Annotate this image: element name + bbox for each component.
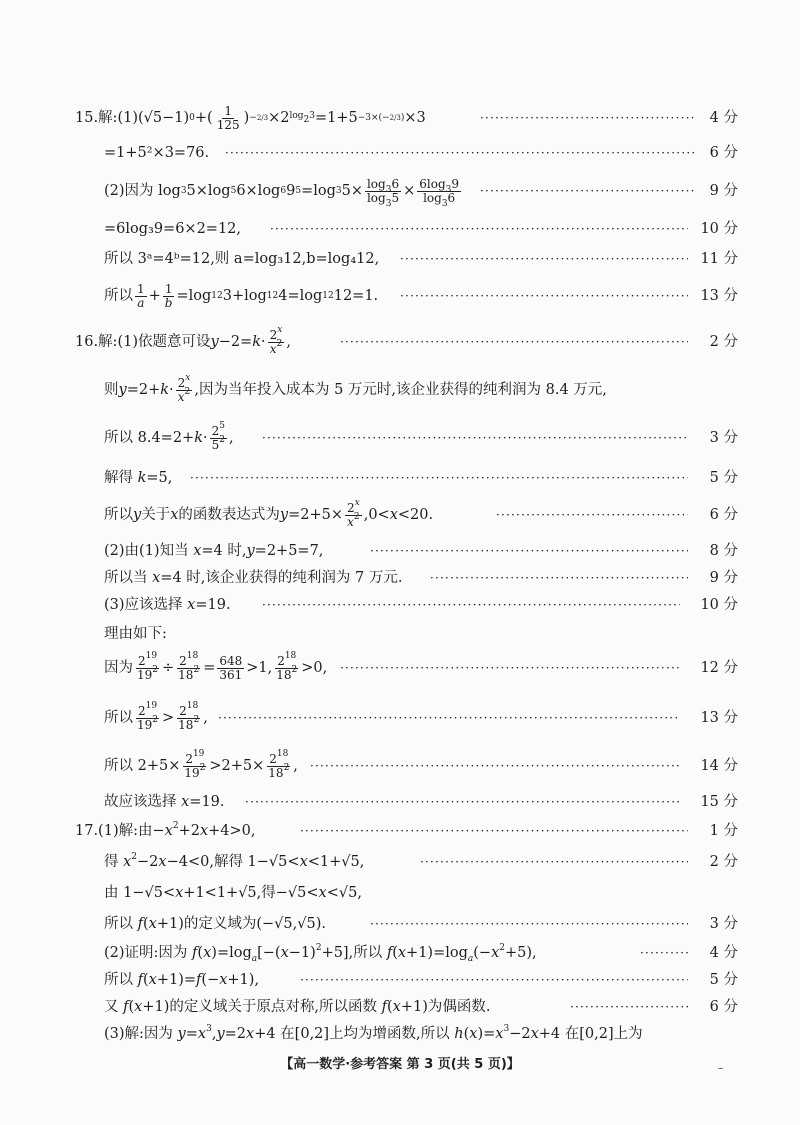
line-15-2d [0,280,800,312]
line-17-1b [0,846,800,878]
score: 2 分 [709,334,738,350]
score: 6 分 [709,999,738,1015]
line-15-2 [0,175,800,207]
line-formula: 所以 $\frac{2^{19}}{19^2}$ > $\frac{2^{18}}{18^2}$ , [104,700,208,732]
line-17-3 [0,1018,800,1050]
line-15-1 [0,102,800,134]
score: 11 分 [700,251,738,267]
line-16-3b [0,618,800,650]
line-text: (3)应该选择 x=19. [104,597,231,613]
line-formula: 则 y =2+ k · $\frac{2^x}{x^2}$ ,因为当年投入成本为 5 万元时,该企业获得的纯利润为 8.4 万元, [104,372,607,404]
leader-dots [225,137,695,169]
score: 9 分 [709,183,738,199]
score: 9 分 [709,570,738,586]
score: 13 分 [700,710,738,726]
line-formula: 所以 y 关于 x 的函数表达式为 y =2+5× $\frac{2^x}{x^2}$ ,0< x <20. [104,497,434,529]
score: 3 分 [709,430,738,446]
line-formula: 15.解:(1)(√5−1) 0 +( $\frac{1}{125}$ ) −2/3 ×2 $\log_23$ =1+5 −3×(−2/3) ×3 [75,103,426,132]
line-16-1d [0,462,800,494]
score: 4 分 [709,110,738,126]
leader-dots [270,213,688,245]
leader-dots [310,750,680,782]
line-text: (2)由(1)知当 x=4 时,y=2+5=7, [104,543,324,559]
line-text: =6log₃9=6×2=12, [104,221,242,237]
page-mark: – [718,1063,723,1074]
line-17-1c [0,877,800,909]
leader-dots [480,175,695,207]
score: 5 分 [709,972,738,988]
score: 4 分 [709,945,738,961]
line-text: 所以 f(x+1)=f(−x+1), [104,972,260,988]
leader-dots [400,243,688,275]
page-footer: 【高一数学·参考答案 第 3 页(共 5 页)】 [280,1057,520,1072]
line-text: 所以当 x=4 时,该企业获得的纯利润为 7 万元. [104,570,403,586]
score: 5 分 [709,470,738,486]
line-formula: 所以 $\frac{1}{a}$ + $\frac{1}{b}$ =log 12 3+log 12 4=log 12 12=1. [104,281,379,310]
leader-dots [218,702,680,734]
score: 8 分 [709,543,738,559]
line-15-1b [0,137,800,169]
line-text: 所以 3ᵃ=4ᵇ=12,则 a=log₃12,b=log₄12, [104,251,380,267]
score: 10 分 [700,221,738,237]
line-16-3f [0,786,800,818]
line-formula: (2)因为 log 3 5×log 5 6×log 6 9 5 =log 3 5× $\frac{\log_36}{\log_35}$ × $\frac{6\log_39}{\log_36}$ [104,176,460,209]
line-16-3c [0,652,800,684]
leader-dots [245,786,680,818]
line-16-3d [0,702,800,734]
line-16-1c [0,422,800,454]
line-formula: 因为 $\frac{2^{19}}{19^2}$ ÷ $\frac{2^{18}}{18^2}$ = $\frac{648}{361}$ >1, $\frac{2^{18}}{18^2}$ >0, [104,650,328,682]
leader-dots [262,422,688,454]
line-text: =1+5²×3=76. [104,145,210,161]
line-text: 解得 k=5, [104,470,173,486]
line-text: 由 1−√5<x+1<1+√5,得−√5<x<√5, [104,885,362,901]
line-text: 故应该选择 x=19. [104,794,225,810]
line-text: 理由如下: [104,626,167,642]
score: 6 分 [709,507,738,523]
line-formula: 所以 8.4=2+ k · $\frac{2^5}{5^2}$ , [104,420,234,452]
line-16-1b [0,374,800,406]
score: 13 分 [700,288,738,304]
line-formula: 16.解:(1)依题意可设 y −2= k · $\frac{2^x}{x^2}$ , [75,324,291,356]
leader-dots [420,846,688,878]
line-16-3 [0,589,800,621]
leader-dots [262,589,680,621]
line-17-1 [0,815,800,847]
line-17-1d [0,908,800,940]
line-16-3e [0,750,800,782]
score: 15 分 [700,794,738,810]
line-15-2b [0,213,800,245]
leader-dots [370,908,688,940]
score: 10 分 [700,597,738,613]
score: 6 分 [709,145,738,161]
line-text: (3)解:因为 $y=x^3,y=2x+4$ 在[0,2]上均为增函数,所以 $h(x)=x^3-2x+4$ 在[0,2]上为 [104,1024,643,1042]
line-15-2c [0,243,800,275]
line-16-1e [0,499,800,531]
line-formula: 所以 2+5× $\frac{2^{19}}{19^2}$ >2+5× $\frac{2^{18}}{18^2}$ , [104,748,298,780]
score: 14 分 [700,758,738,774]
line-text: (2)证明:因为 $f(x)=\log_a[-(x-1)^2+5]$,所以 $f(x+1)=\log_a(-x^2+5)$, [104,943,537,964]
line-16-1 [0,326,800,358]
leader-dots [480,102,695,134]
leader-dots [400,280,688,312]
line-text: 所以 f(x+1)的定义域为(−√5,√5). [104,916,326,932]
leader-dots [496,499,688,531]
line-text: 得 $x^2-2x-4<0$,解得 1−√5<x<1+√5, [104,852,365,870]
leader-dots [340,652,680,684]
score: 1 分 [709,823,738,839]
score: 12 分 [700,660,738,676]
line-text: 又 f(x+1)的定义域关于原点对称,所以函数 f(x+1)为偶函数. [104,999,491,1015]
leader-dots [340,326,688,358]
leader-dots [190,462,688,494]
line-text: 17.(1)解:由$-x^2+2x+4>0$, [75,821,256,839]
score: 3 分 [709,916,738,932]
score: 2 分 [709,854,738,870]
leader-dots [300,815,688,847]
